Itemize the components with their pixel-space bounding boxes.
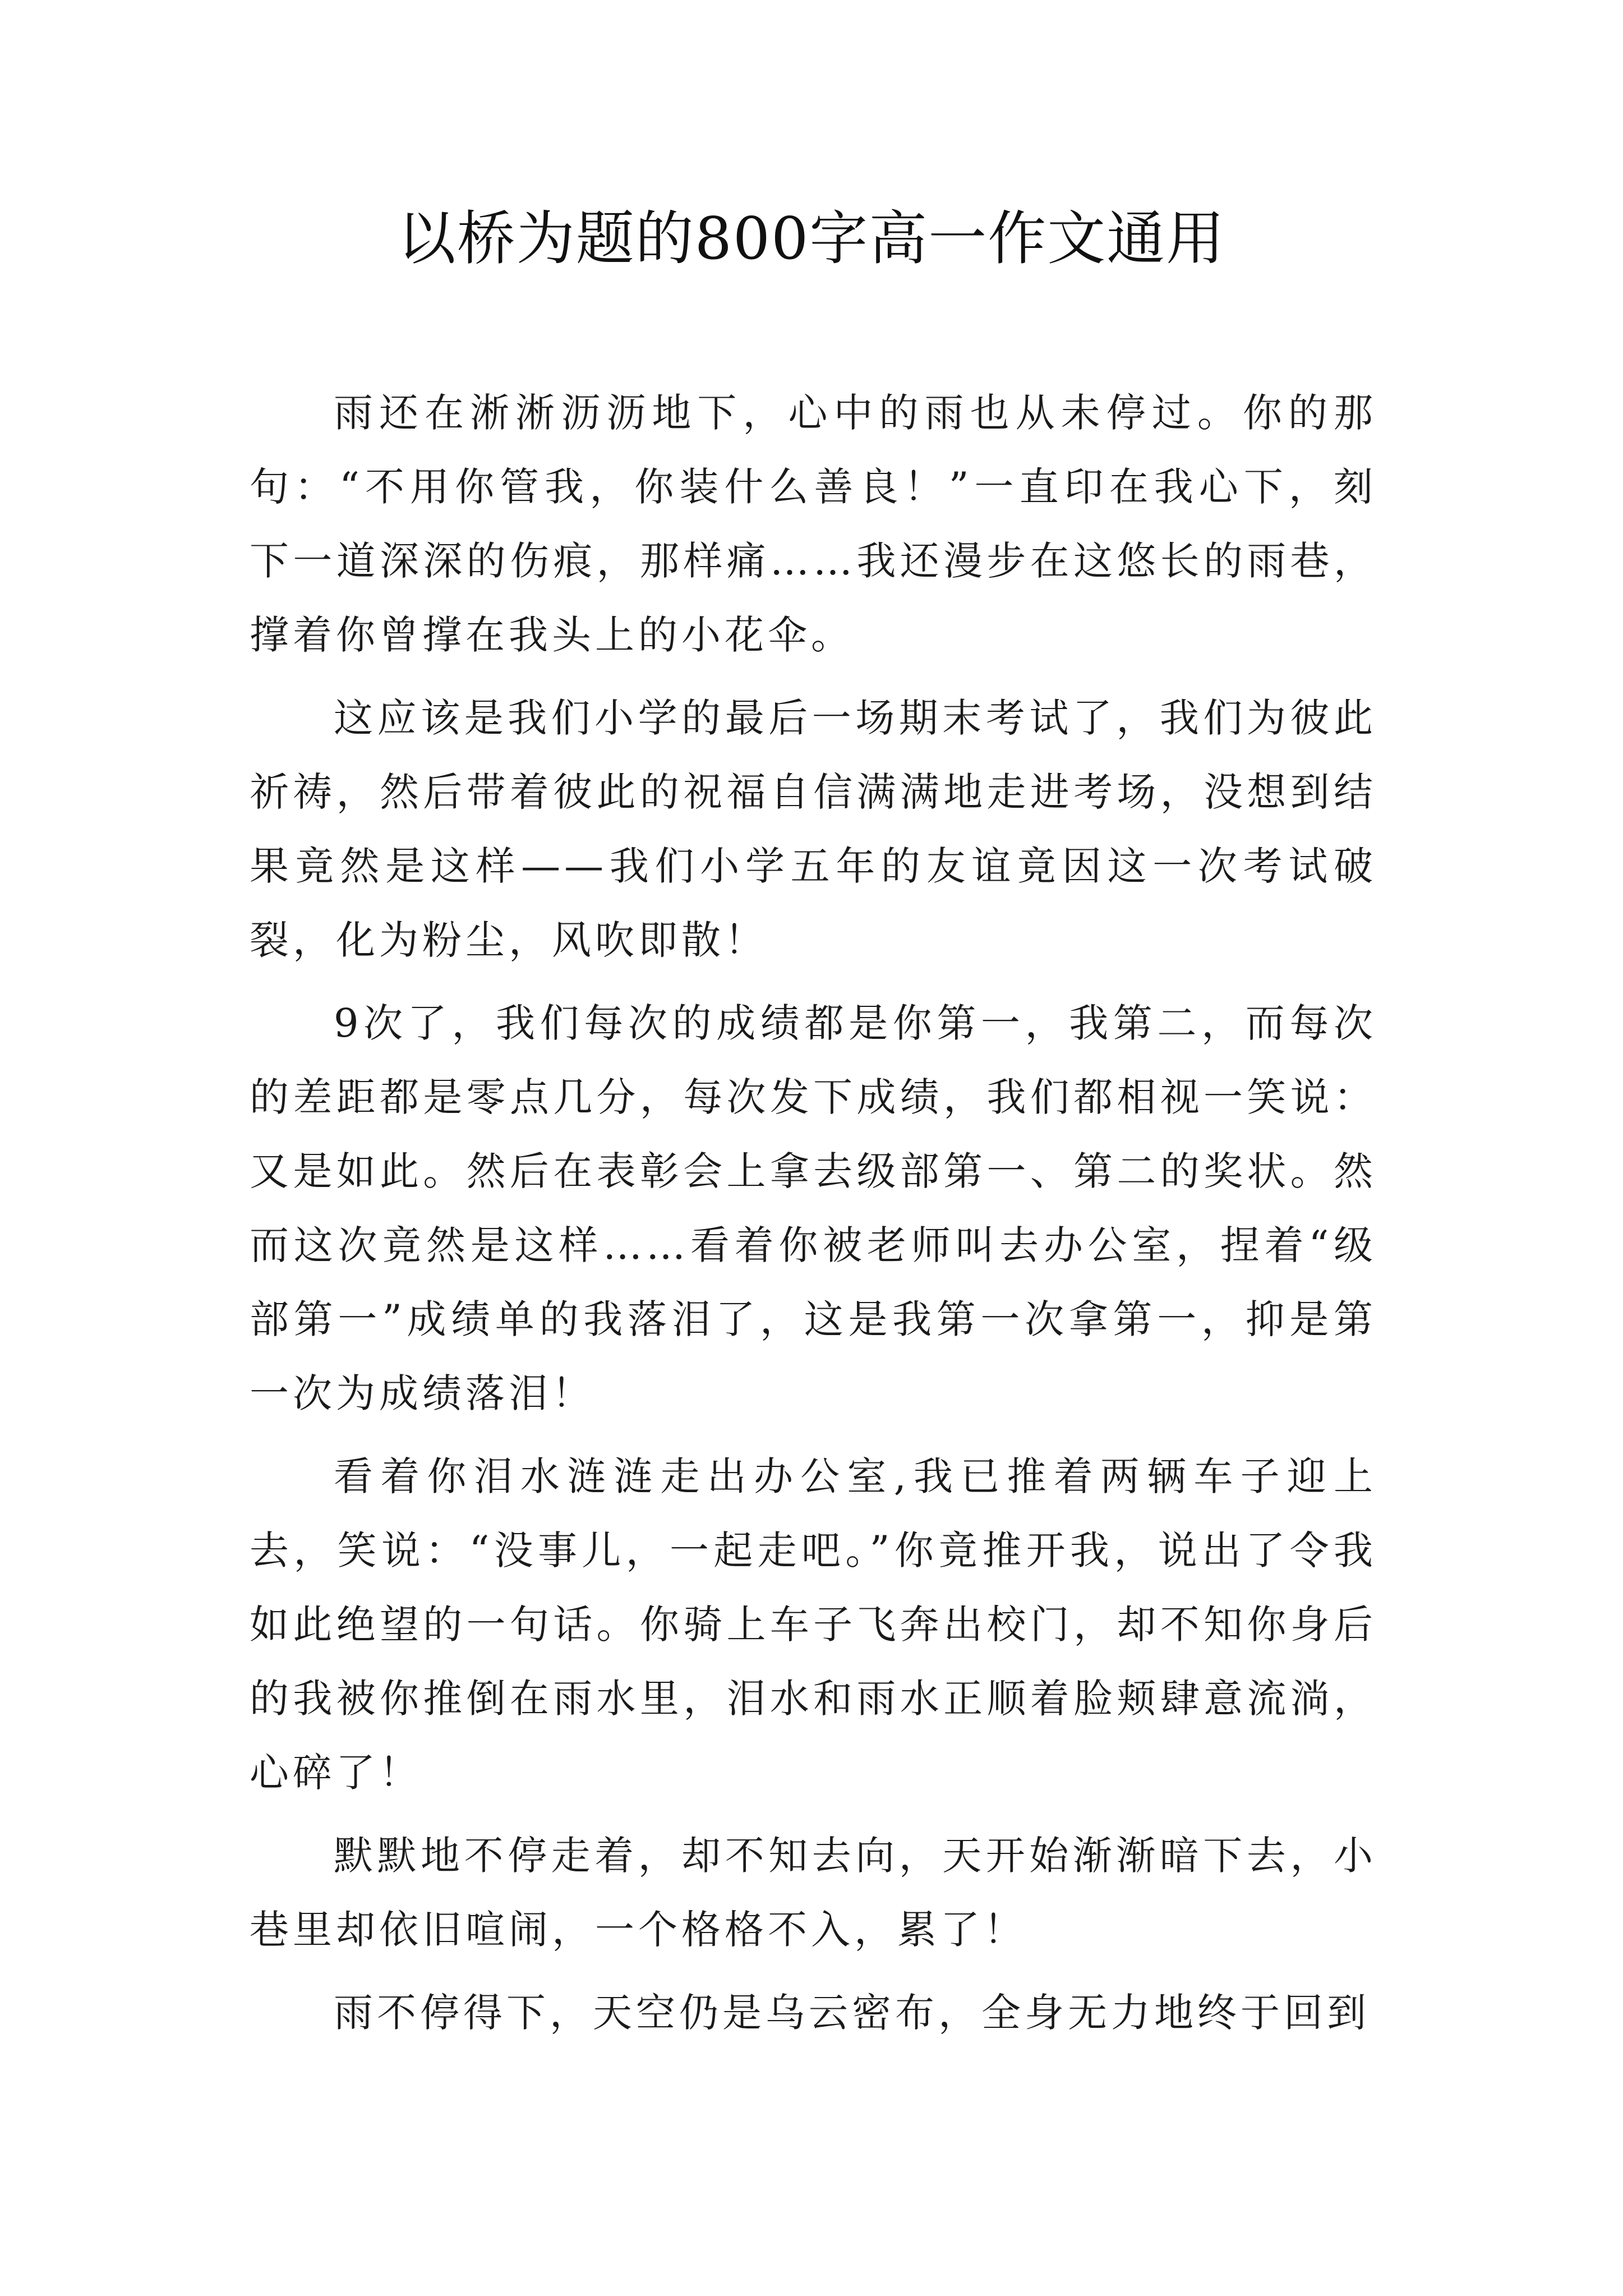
paragraph: 这应该是我们小学的最后一场期末考试了，我们为彼此祈祷，然后带着彼此的祝福自信满满地走进考场，没想到结果竟然是这样——我们小学五年的友谊竟因这一次考试破裂，化为粉尘，风吹即散！ [250, 695, 1377, 963]
paragraph: 雨还在淅淅沥沥地下，心中的雨也从未停过。你的那句：“不用你管我，你装什么善良！”一直印在我心下，刻下一道深深的伤痕，那样痛……我还漫步在这悠长的雨巷，撑着你曾撑在我头上的小花伞。 [250, 390, 1377, 658]
paragraph: 雨不停得下，天空仍是乌云密布，全身无力地终于回到 [334, 1990, 1370, 2036]
paragraph: 看着你泪水涟涟走出办公室,我已推着两辆车子迎上去，笑说：“没事儿，一起走吧。”你竟推开我，说出了令我如此绝望的一句话。你骑上车子飞奔出校门，却不知你身后的我被你推倒在雨水里，泪水和雨水正顺着脸颊肆意流淌，心碎了！ [250, 1453, 1377, 1796]
paragraph: 默默地不停走着，却不知去向，天开始渐渐暗下去，小巷里却依旧喧闹，一个格格不入，累了！ [250, 1833, 1377, 1953]
document-title: 以桥为题的800字高一作文通用 [397, 204, 1226, 273]
document-body [250, 376, 1377, 2059]
paragraph: 9次了，我们每次的成绩都是你第一，我第二，而每次的差距都是零点几分，每次发下成绩，我们都相视一笑说：又是如此。然后在表彰会上拿去级部第一、第二的奖状。然而这次竟然是这样……看着你被老师叫去办公室，捏着“级部第一”成绩单的我落泪了，这是我第一次拿第一，抑是第一次为成绩落泪！ [250, 1000, 1377, 1416]
